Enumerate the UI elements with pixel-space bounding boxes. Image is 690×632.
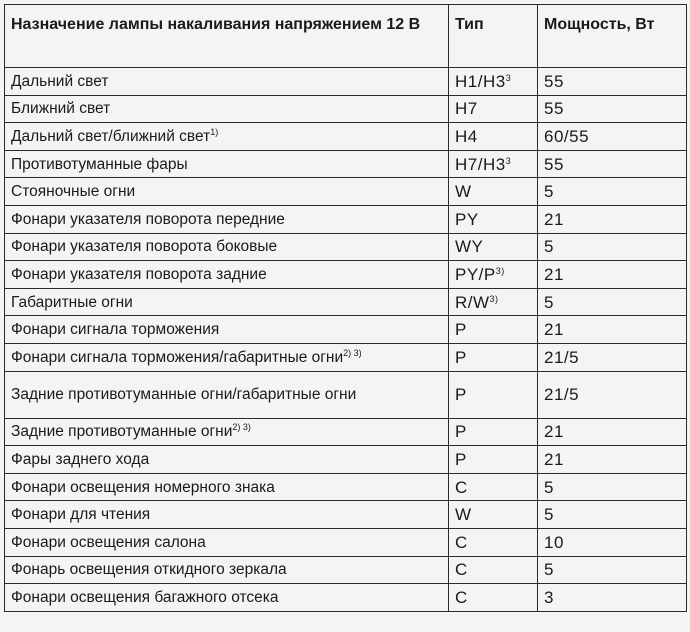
table-row	[5, 150, 687, 178]
lamp-purpose: Задние противотуманные огни/габаритные огни	[5, 371, 449, 418]
lamp-type: W	[449, 178, 538, 206]
lamp-power: 55	[538, 68, 687, 96]
lamp-power: 60/55	[538, 123, 687, 151]
lamp-type: H4	[449, 123, 538, 151]
lamp-type: WY	[449, 233, 538, 261]
lamp-purpose: Дальний свет/ближний свет$^{1)}$	[5, 123, 449, 151]
lamp-power: 21/5	[538, 343, 687, 371]
lamp-purpose: Фонари указателя поворота передние	[5, 205, 449, 233]
table-row	[5, 288, 687, 316]
lamp-power: 55	[538, 95, 687, 123]
footnote-ref: 1)	[210, 126, 219, 137]
lamp-type: C	[449, 556, 538, 584]
lamp-purpose: Фары заднего хода	[5, 446, 449, 474]
table-row	[5, 343, 687, 371]
header-power: Мощность, Вт	[538, 5, 687, 68]
table-row	[5, 584, 687, 612]
lamp-power: 21	[538, 418, 687, 446]
lamp-purpose: Фонари для чтения	[5, 501, 449, 529]
table-row	[5, 95, 687, 123]
table-row	[5, 473, 687, 501]
footnote-ref: 2) 3)	[343, 347, 362, 358]
table-row	[5, 233, 687, 261]
lamp-power: 5	[538, 178, 687, 206]
table-header-row	[5, 5, 687, 68]
lamp-purpose: Фонари освещения багажного отсека	[5, 584, 449, 612]
lamp-power: 21	[538, 316, 687, 344]
table-row	[5, 123, 687, 151]
lamp-type: P	[449, 418, 538, 446]
lamp-purpose: Фонари сигнала торможения/габаритные огни$^{2) 3)}$	[5, 343, 449, 371]
lamp-type: $PY/P^{3)}$	[449, 261, 538, 289]
table-row	[5, 205, 687, 233]
lamp-power: 5	[538, 473, 687, 501]
lamp-type: P	[449, 343, 538, 371]
header-type: Тип	[449, 5, 538, 68]
lamp-type: P	[449, 446, 538, 474]
lamp-type: P	[449, 371, 538, 418]
footnote-ref: 3)	[495, 265, 505, 276]
footnote-ref: 3)	[489, 293, 499, 304]
lamp-type: C	[449, 473, 538, 501]
lamp-power: 5	[538, 501, 687, 529]
lamp-purpose: Фонари указателя поворота задние	[5, 261, 449, 289]
bulb-table	[4, 4, 687, 612]
table-row	[5, 371, 687, 418]
footnote-ref: 2) 3)	[232, 422, 251, 433]
lamp-purpose: Фонари указателя поворота боковые	[5, 233, 449, 261]
table-row	[5, 261, 687, 289]
lamp-type: C	[449, 528, 538, 556]
lamp-purpose: Фонари сигнала торможения	[5, 316, 449, 344]
lamp-power: 21	[538, 261, 687, 289]
table-row	[5, 556, 687, 584]
lamp-type: $H1/H3^3$	[449, 68, 538, 96]
table-body	[5, 68, 687, 612]
table-row	[5, 446, 687, 474]
lamp-purpose: Задние противотуманные огни$^{2) 3)}$	[5, 418, 449, 446]
lamp-type: W	[449, 501, 538, 529]
lamp-type: $H7/H3^3$	[449, 150, 538, 178]
table-row	[5, 316, 687, 344]
lamp-purpose: Стояночные огни	[5, 178, 449, 206]
table-row	[5, 501, 687, 529]
table-row	[5, 68, 687, 96]
lamp-purpose: Габаритные огни	[5, 288, 449, 316]
lamp-power: 55	[538, 150, 687, 178]
lamp-power: 5	[538, 556, 687, 584]
lamp-purpose: Фонари освещения салона	[5, 528, 449, 556]
lamp-type: C	[449, 584, 538, 612]
lamp-power: 3	[538, 584, 687, 612]
table-row	[5, 418, 687, 446]
lamp-type: PY	[449, 205, 538, 233]
table-row	[5, 178, 687, 206]
lamp-purpose: Фонари освещения номерного знака	[5, 473, 449, 501]
lamp-purpose: Противотуманные фары	[5, 150, 449, 178]
header-purpose: Назначение лампы накаливания напряжением 12 В	[5, 5, 449, 68]
lamp-type: $R/W^{3)}$	[449, 288, 538, 316]
lamp-purpose: Ближний свет	[5, 95, 449, 123]
lamp-power: 10	[538, 528, 687, 556]
footnote-ref: 3	[505, 72, 512, 83]
lamp-power: 5	[538, 288, 687, 316]
lamp-type: P	[449, 316, 538, 344]
footnote-ref: 3	[505, 155, 512, 166]
lamp-power: 21	[538, 446, 687, 474]
lamp-power: 5	[538, 233, 687, 261]
lamp-power: 21/5	[538, 371, 687, 418]
lamp-type: H7	[449, 95, 538, 123]
lamp-power: 21	[538, 205, 687, 233]
table-row	[5, 528, 687, 556]
lamp-purpose: Фонарь освещения откидного зеркала	[5, 556, 449, 584]
lamp-purpose: Дальний свет	[5, 68, 449, 96]
